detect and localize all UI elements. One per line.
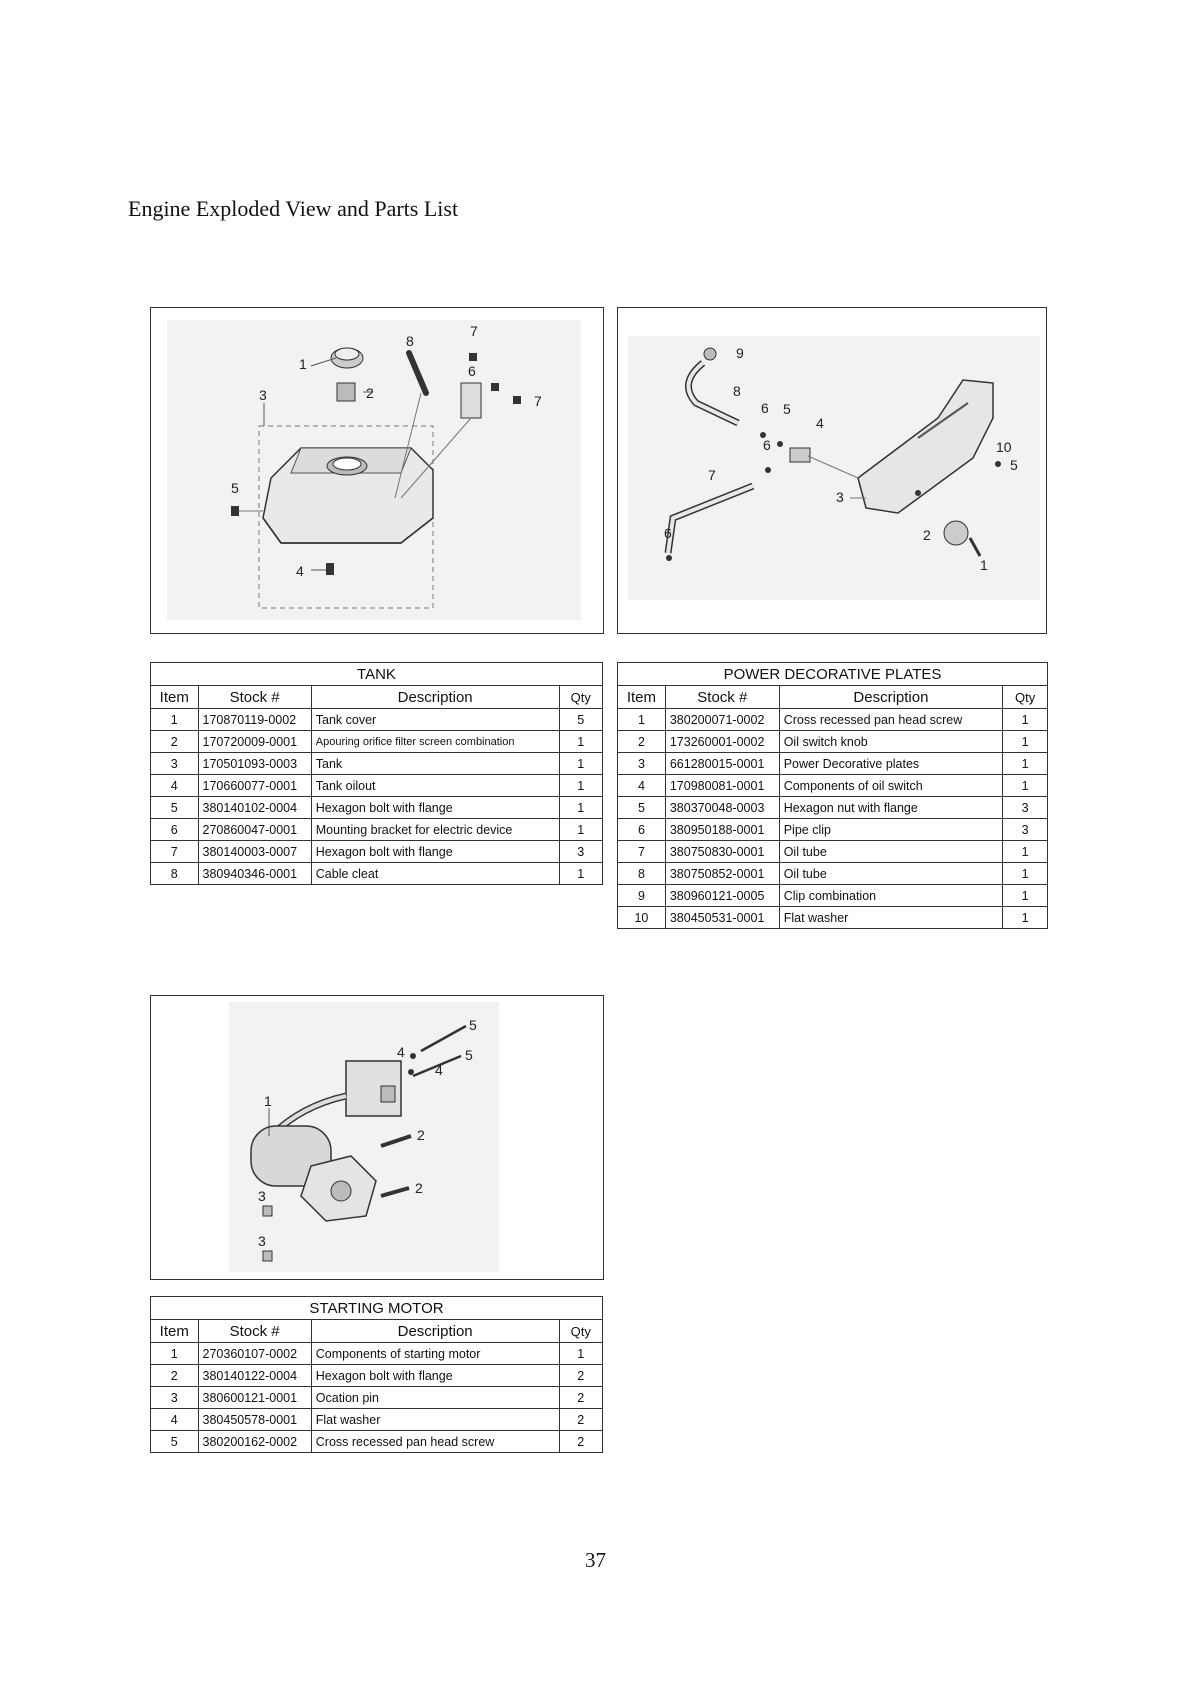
table-row [618, 885, 1048, 907]
description-cell: Power Decorative plates [779, 753, 1002, 775]
callout-4: 4 [296, 563, 304, 579]
callout-2b: 2 [415, 1180, 423, 1196]
callout-5b: 5 [465, 1047, 473, 1063]
item-cell: 5 [151, 1431, 199, 1453]
stock-cell: 380750830-0001 [665, 841, 779, 863]
header-stock: Stock # [198, 686, 311, 709]
item-cell: 1 [618, 709, 666, 731]
description-cell: Mounting bracket for electric device [311, 819, 559, 841]
table-row [151, 1409, 603, 1431]
item-cell: 5 [151, 797, 199, 819]
item-cell: 2 [151, 731, 199, 753]
stock-cell: 170720009-0001 [198, 731, 311, 753]
item-cell: 6 [618, 819, 666, 841]
callout-3: 3 [259, 387, 267, 403]
qty-cell: 1 [559, 775, 603, 797]
callout-1: 1 [299, 356, 307, 372]
header-stock: Stock # [665, 686, 779, 709]
table-row [151, 1387, 603, 1409]
callout-6b: 6 [763, 437, 771, 453]
item-cell: 4 [618, 775, 666, 797]
description-cell: Tank [311, 753, 559, 775]
qty-cell: 1 [559, 753, 603, 775]
motor-parts-table [150, 1296, 603, 1453]
description-cell: Hexagon bolt with flange [311, 841, 559, 863]
header-description: Description [311, 686, 559, 709]
item-cell: 3 [151, 753, 199, 775]
stock-cell: 270860047-0001 [198, 819, 311, 841]
description-cell: Cross recessed pan head screw [311, 1431, 559, 1453]
table-row [151, 841, 603, 863]
qty-cell: 1 [1003, 775, 1048, 797]
callout-10: 10 [996, 439, 1012, 455]
description-cell: Cable cleat [311, 863, 559, 885]
plates-diagram [618, 308, 1046, 633]
table-caption: STARTING MOTOR [151, 1297, 603, 1320]
description-cell: Hexagon nut with flange [779, 797, 1002, 819]
stock-cell: 380600121-0001 [198, 1387, 311, 1409]
item-cell: 1 [151, 709, 199, 731]
description-cell: Flat washer [779, 907, 1002, 929]
table-row [151, 775, 603, 797]
callout-2: 2 [366, 385, 374, 401]
table-row [151, 1365, 603, 1387]
qty-cell: 1 [1003, 885, 1048, 907]
callout-5b: 5 [1010, 457, 1018, 473]
description-cell: Oil tube [779, 863, 1002, 885]
stock-cell: 380140122-0004 [198, 1365, 311, 1387]
qty-cell: 3 [1003, 819, 1048, 841]
motor-diagram [151, 996, 603, 1279]
description-cell: Hexagon bolt with flange [311, 1365, 559, 1387]
table-row [618, 775, 1048, 797]
description-cell: Tank cover [311, 709, 559, 731]
qty-cell: 1 [559, 863, 603, 885]
stock-cell: 661280015-0001 [665, 753, 779, 775]
qty-cell: 5 [559, 709, 603, 731]
table-row [151, 797, 603, 819]
qty-cell: 1 [1003, 841, 1048, 863]
callout-8: 8 [733, 383, 741, 399]
header-item: Item [618, 686, 666, 709]
stock-cell: 380140102-0004 [198, 797, 311, 819]
stock-cell: 270360107-0002 [198, 1343, 311, 1365]
table-row [618, 731, 1048, 753]
callout-6: 6 [468, 363, 476, 379]
callout-6a: 6 [761, 400, 769, 416]
table-row [618, 841, 1048, 863]
description-cell: Tank oilout [311, 775, 559, 797]
qty-cell: 2 [559, 1431, 603, 1453]
page-number: 37 [585, 1548, 606, 1572]
item-cell: 3 [618, 753, 666, 775]
tank-parts-table [150, 662, 603, 885]
qty-cell: 1 [1003, 753, 1048, 775]
header-qty: Qty [1003, 686, 1048, 709]
table-row [151, 863, 603, 885]
table-row [151, 731, 603, 753]
stock-cell: 380940346-0001 [198, 863, 311, 885]
stock-cell: 170501093-0003 [198, 753, 311, 775]
callout-4a: 4 [397, 1044, 405, 1060]
stock-cell: 380450531-0001 [665, 907, 779, 929]
table-row [151, 753, 603, 775]
qty-cell: 1 [1003, 863, 1048, 885]
qty-cell: 1 [1003, 907, 1048, 929]
callout-4b: 4 [435, 1062, 443, 1078]
item-cell: 2 [151, 1365, 199, 1387]
item-cell: 9 [618, 885, 666, 907]
plates-exploded-view [617, 307, 1047, 634]
header-qty: Qty [559, 1320, 603, 1343]
callout-7: 7 [708, 467, 716, 483]
description-cell: Components of starting motor [311, 1343, 559, 1365]
stock-cell: 380200071-0002 [665, 709, 779, 731]
item-cell: 3 [151, 1387, 199, 1409]
stock-cell: 380370048-0003 [665, 797, 779, 819]
stock-cell: 170870119-0002 [198, 709, 311, 731]
callout-5: 5 [231, 480, 239, 496]
qty-cell: 2 [559, 1365, 603, 1387]
item-cell: 7 [618, 841, 666, 863]
table-row [618, 797, 1048, 819]
table-caption: TANK [151, 663, 603, 686]
tank-exploded-view [150, 307, 604, 634]
description-cell: Hexagon bolt with flange [311, 797, 559, 819]
item-cell: 1 [151, 1343, 199, 1365]
item-cell: 4 [151, 775, 199, 797]
callout-5a: 5 [469, 1017, 477, 1033]
item-cell: 2 [618, 731, 666, 753]
description-cell: Pipe clip [779, 819, 1002, 841]
qty-cell: 3 [1003, 797, 1048, 819]
stock-cell: 380950188-0001 [665, 819, 779, 841]
item-cell: 8 [151, 863, 199, 885]
callout-1: 1 [980, 557, 988, 573]
qty-cell: 1 [559, 819, 603, 841]
plates-parts-table [617, 662, 1048, 929]
qty-cell: 2 [559, 1409, 603, 1431]
description-cell: Flat washer [311, 1409, 559, 1431]
item-cell: 8 [618, 863, 666, 885]
header-description: Description [779, 686, 1002, 709]
stock-cell: 380960121-0005 [665, 885, 779, 907]
callout-8: 8 [406, 333, 414, 349]
qty-cell: 2 [559, 1387, 603, 1409]
stock-cell: 173260001-0002 [665, 731, 779, 753]
item-cell: 7 [151, 841, 199, 863]
callout-6c: 6 [664, 525, 672, 541]
motor-exploded-view [150, 995, 604, 1280]
description-cell: Oil tube [779, 841, 1002, 863]
table-row [618, 863, 1048, 885]
description-cell: Apouring orifice filter screen combination [311, 731, 559, 753]
qty-cell: 1 [1003, 709, 1048, 731]
table-row [151, 709, 603, 731]
item-cell: 5 [618, 797, 666, 819]
stock-cell: 380140003-0007 [198, 841, 311, 863]
tank-diagram [151, 308, 603, 633]
table-caption: POWER DECORATIVE PLATES [618, 663, 1048, 686]
callout-3a: 3 [258, 1188, 266, 1204]
callout-5a: 5 [783, 401, 791, 417]
stock-cell: 170660077-0001 [198, 775, 311, 797]
qty-cell: 1 [559, 797, 603, 819]
item-cell: 10 [618, 907, 666, 929]
table-row [618, 819, 1048, 841]
stock-cell: 170980081-0001 [665, 775, 779, 797]
table-row [151, 1431, 603, 1453]
callout-1: 1 [264, 1093, 272, 1109]
stock-cell: 380750852-0001 [665, 863, 779, 885]
header-stock: Stock # [198, 1320, 311, 1343]
description-cell: Components of oil switch [779, 775, 1002, 797]
qty-cell: 1 [559, 1343, 603, 1365]
callout-2a: 2 [417, 1127, 425, 1143]
header-item: Item [151, 686, 199, 709]
stock-cell: 380200162-0002 [198, 1431, 311, 1453]
callout-2: 2 [923, 527, 931, 543]
table-row [151, 1343, 603, 1365]
callout-9: 9 [736, 345, 744, 361]
description-cell: Clip combination [779, 885, 1002, 907]
callout-3b: 3 [258, 1233, 266, 1249]
page-title: Engine Exploded View and Parts List [128, 196, 459, 221]
qty-cell: 3 [559, 841, 603, 863]
description-cell: Ocation pin [311, 1387, 559, 1409]
callout-7b: 7 [534, 393, 542, 409]
header-item: Item [151, 1320, 199, 1343]
table-row [618, 709, 1048, 731]
description-cell: Oil switch knob [779, 731, 1002, 753]
table-row [618, 907, 1048, 929]
callout-4: 4 [816, 415, 824, 431]
callout-7a: 7 [470, 323, 478, 339]
stock-cell: 380450578-0001 [198, 1409, 311, 1431]
table-row [151, 819, 603, 841]
qty-cell: 1 [1003, 731, 1048, 753]
item-cell: 6 [151, 819, 199, 841]
description-cell: Cross recessed pan head screw [779, 709, 1002, 731]
header-description: Description [311, 1320, 559, 1343]
callout-3: 3 [836, 489, 844, 505]
table-row [618, 753, 1048, 775]
header-qty: Qty [559, 686, 603, 709]
qty-cell: 1 [559, 731, 603, 753]
item-cell: 4 [151, 1409, 199, 1431]
